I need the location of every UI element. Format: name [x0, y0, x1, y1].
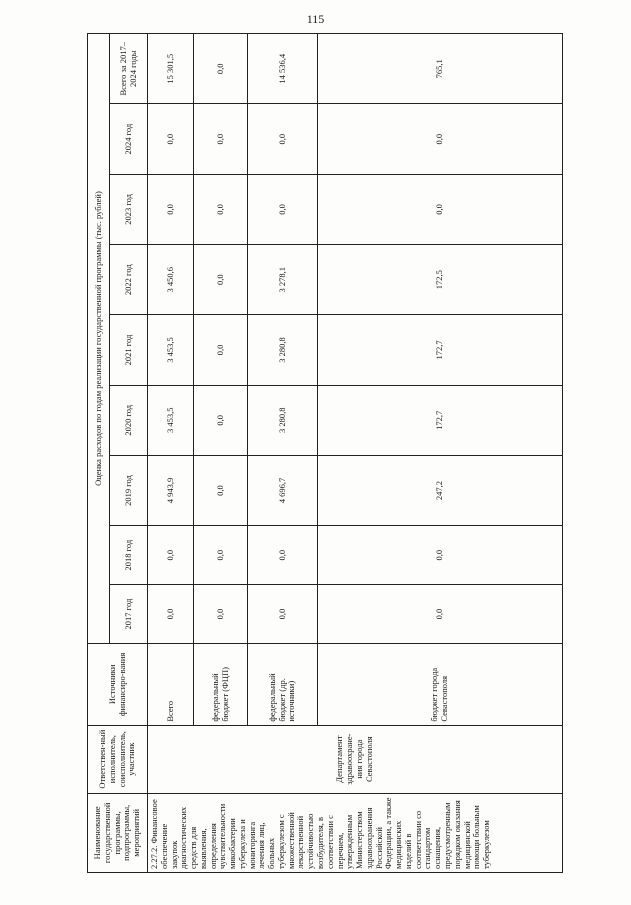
- header-year-7: 2024 год: [110, 104, 148, 174]
- value-cell-0-6: 0,0: [148, 174, 194, 244]
- value-cell-3-5: 172,5: [318, 245, 563, 315]
- header-year-6: 2023 год: [110, 174, 148, 244]
- value-cell-1-3: 0,0: [194, 385, 248, 455]
- value-cell-1-6: 0,0: [194, 174, 248, 244]
- value-cell-1-8: 0,0: [194, 34, 248, 104]
- header-year-2: 2019 год: [110, 455, 148, 525]
- source-label-3: бюджет города Севастополя: [318, 644, 563, 726]
- value-cell-0-4: 3 453,5: [148, 315, 194, 385]
- value-cell-2-1: 0,0: [248, 526, 318, 585]
- value-cell-3-2: 247,2: [318, 455, 563, 525]
- header-name: Наименование государственной программы, подпрограммы, мероприятий: [88, 793, 148, 872]
- source-label-1: федеральный бюджет (ФЦП): [194, 644, 248, 726]
- value-cell-0-2: 4 943,9: [148, 455, 194, 525]
- source-label-0: Всего: [148, 644, 194, 726]
- value-cell-2-6: 0,0: [248, 174, 318, 244]
- value-cell-0-7: 0,0: [148, 104, 194, 174]
- header-year-3: 2020 год: [110, 385, 148, 455]
- header-year-5: 2022 год: [110, 245, 148, 315]
- header-sources: Источники финансиро-вания: [88, 644, 148, 726]
- value-cell-2-0: 0,0: [248, 585, 318, 644]
- budget-table: [87, 33, 563, 873]
- value-cell-1-7: 0,0: [194, 104, 248, 174]
- value-cell-0-0: 0,0: [148, 585, 194, 644]
- value-cell-3-0: 0,0: [318, 585, 563, 644]
- value-cell-2-5: 3 278,1: [248, 245, 318, 315]
- header-executor: Ответствен-ный исполнитель, соисполнитель, участник: [88, 725, 148, 793]
- value-cell-2-4: 3 280,8: [248, 315, 318, 385]
- row-name-cell: 2.27.2. Финансовое обеспечение закупок диагностических средств для выявления, определения чувствительности микобактерии туберкулеза и мониторинга лечения лиц, больных туберкулезом с множественной лекарственной устойчивостью возбудителя, в соответствии с перечнем, утвержденным Министерством здравоохранения Российской Федерации, а также медицинских изделий в соответствии со стандартом оснащения, предусмотренным порядком оказания медицинской помощи больным туберкулезом: [148, 793, 563, 872]
- rotated-table-sheet: [87, 33, 562, 873]
- source-label-2: федеральный бюджет (др. источники): [248, 644, 318, 726]
- value-cell-3-3: 172,7: [318, 385, 563, 455]
- value-cell-2-7: 0,0: [248, 104, 318, 174]
- value-cell-3-1: 0,0: [318, 526, 563, 585]
- page-number: 115: [306, 12, 325, 26]
- header-year-8: Всего за 2017–2024 годы: [110, 34, 148, 104]
- value-cell-0-1: 0,0: [148, 526, 194, 585]
- value-cell-3-4: 172,7: [318, 315, 563, 385]
- value-cell-1-5: 0,0: [194, 245, 248, 315]
- value-cell-2-2: 4 696,7: [248, 455, 318, 525]
- value-cell-2-8: 14 536,4: [248, 34, 318, 104]
- value-cell-0-3: 3 453,5: [148, 385, 194, 455]
- value-cell-1-4: 0,0: [194, 315, 248, 385]
- header-year-4: 2021 год: [110, 315, 148, 385]
- row-executor-cell: Департамент здравоохране-ния города Севастополя: [148, 725, 563, 793]
- header-estimate: Оценка расходов по годам реализации государственной программы (тыс. рублей): [88, 34, 110, 644]
- value-cell-3-7: 0,0: [318, 104, 563, 174]
- value-cell-2-3: 3 280,8: [248, 385, 318, 455]
- value-cell-1-2: 0,0: [194, 455, 248, 525]
- header-year-1: 2018 год: [110, 526, 148, 585]
- value-cell-3-8: 765,1: [318, 34, 563, 104]
- value-cell-1-0: 0,0: [194, 585, 248, 644]
- value-cell-1-1: 0,0: [194, 526, 248, 585]
- value-cell-3-6: 0,0: [318, 174, 563, 244]
- value-cell-0-5: 3 450,6: [148, 245, 194, 315]
- header-year-0: 2017 год: [110, 585, 148, 644]
- value-cell-0-8: 15 301,5: [148, 34, 194, 104]
